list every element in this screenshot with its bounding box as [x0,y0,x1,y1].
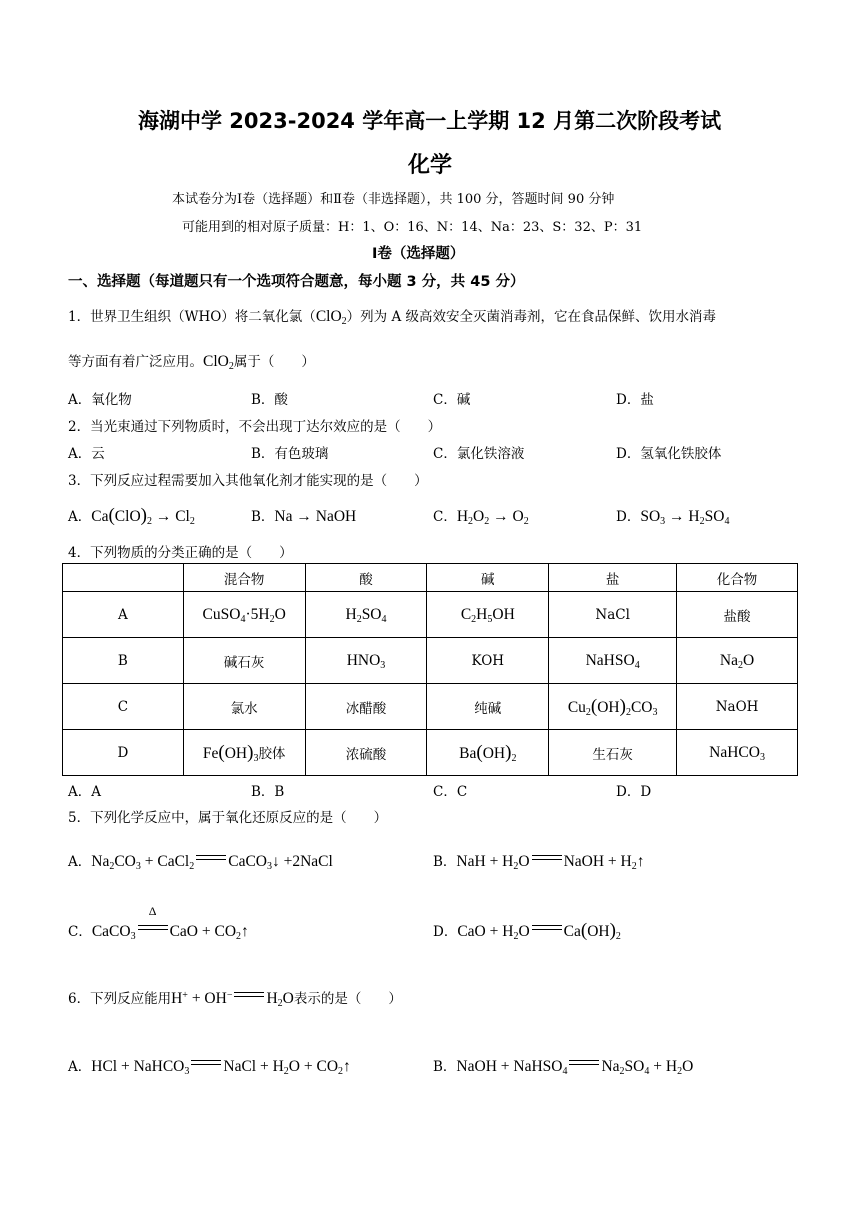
q3-option-c: C．$H_2O_2 \to O_2$ [433,508,529,527]
q1-option-a: A．氧化物 [68,392,132,408]
part-heading: Ⅰ卷（选择题） [372,246,465,262]
exam-title: 海湖中学 2023-2024 学年高一上学期 12 月第二次阶段考试 [138,109,722,133]
question-1-line-1: 1．世界卫生组织（WHO）将二氧化氯（ClO$_2$）列为 A 级高效安全灭菌消毒剂，它在食品保鲜、饮用水消毒 [68,308,716,327]
q3-option-b: B．Na → NaOH [251,508,357,525]
question-3-stem: 3．下列反应过程需要加入其他氧化剂才能实现的是（ ） [68,473,428,489]
subject-title: 化学 [408,153,453,178]
q2-option-d: D．氢氧化铁胶体 [616,446,722,462]
q4-option-a: A．A [68,784,101,800]
q5-option-b: B．NaH + $H_2O$ NaOH + $H_2↑$ [433,853,645,872]
table-cell: 纯碱 [427,684,549,730]
table-header-row [63,564,798,592]
table-cell: $C_2H_5OH$ [427,592,549,638]
row-label: A [63,592,184,638]
table-row [63,592,798,638]
q5-option-a: A．$Na_2CO_3$ + CaCl$_2$ CaCO$_3$↓ +2NaCl [68,853,333,872]
table-cell: 盐酸 [677,592,798,638]
question-4-stem: 4．下列物质的分类正确的是（ ） [68,545,293,561]
table-cell: $Na_2O$ [677,638,798,684]
q5-option-d: D．CaO + $H_2O$ $Ca(OH)_2$ [433,920,621,942]
row-label: C [63,684,184,730]
table-header-cell: 混合物 [183,564,305,592]
table-cell: $Cu_2(OH)_2CO_3$ [549,684,677,730]
row-label: D [63,730,184,776]
table-cell: 生石灰 [549,730,677,776]
table-header-cell: 盐 [549,564,677,592]
exam-info: 本试卷分为Ⅰ卷（选择题）和Ⅱ卷（非选择题），共 100 分，答题时间 90 分钟 [172,192,615,207]
atomic-mass-info: 可能用到的相对原子质量：H：1、O：16、N：14、Na：23、S：32、P：31 [182,220,643,235]
question-1-line-2: 等方面有着广泛应用。ClO$_2$属于（ ） [68,353,315,372]
q6-option-b: B．NaOH + NaHSO$_4$ $Na_2SO_4 + H_2O$ [433,1058,694,1077]
q2-option-c: C．氯化铁溶液 [433,446,525,462]
section-heading: 一、选择题（每道题只有一个选项符合题意，每小题 3 分，共 45 分） [68,274,525,290]
q2-option-b: B．有色玻璃 [251,446,329,462]
table-cell: 氯水 [183,684,305,730]
table-header-cell: 化合物 [677,564,798,592]
table-cell: $Fe(OH)_3$胶体 [183,730,305,776]
table-header-cell: 碱 [427,564,549,592]
table-cell: NaOH [677,684,798,730]
table-cell: $Ba(OH)_2$ [427,730,549,776]
table-cell: NaHCO$_3$ [677,730,798,776]
table-cell: 冰醋酸 [305,684,427,730]
table-row [63,638,798,684]
table-cell: $CuSO_4\cdot 5H_2O$ [183,592,305,638]
q2-option-a: A．云 [68,446,105,462]
heat-symbol: Δ [148,904,157,918]
question-2-stem: 2．当光束通过下列物质时，不会出现丁达尔效应的是（ ） [68,419,442,435]
q3-option-a: A．$Ca(ClO)_2 \to Cl_2$ [68,505,195,527]
q4-option-b: B．B [251,784,285,800]
table-cell: 浓硫酸 [305,730,427,776]
table-header-cell [63,564,184,592]
question-6-stem: 6．下列反应能用H+ + OH− $H_2O$表示的是（ ） [68,990,402,1009]
q3-option-d: D．$SO_3 \to H_2SO_4$ [616,508,730,527]
table-cell: NaHSO$_4$ [549,638,677,684]
table-cell: $H_2SO_4$ [305,592,427,638]
table-cell: $HNO_3$ [305,638,427,684]
table-cell: 碱石灰 [183,638,305,684]
q1-option-c: C．碱 [433,392,471,408]
classification-table [62,563,798,776]
q4-option-c: C．C [433,784,468,800]
q5-option-c: C．CaCO$_3$ Δ CaO + $CO_2↑$ [68,904,249,942]
q1-option-d: D．盐 [616,392,654,408]
q4-option-d: D．D [616,784,652,800]
table-cell: KOH [427,638,549,684]
table-row [63,684,798,730]
row-label: B [63,638,184,684]
q1-option-b: B．酸 [251,392,288,408]
table-row [63,730,798,776]
table-header-cell: 酸 [305,564,427,592]
question-5-stem: 5．下列化学反应中，属于氧化还原反应的是（ ） [68,810,388,826]
table-cell: NaCl [549,592,677,638]
q6-option-a: A．HCl + NaHCO$_3$ NaCl + $H_2O$ + $CO_2↑$ [68,1058,351,1077]
